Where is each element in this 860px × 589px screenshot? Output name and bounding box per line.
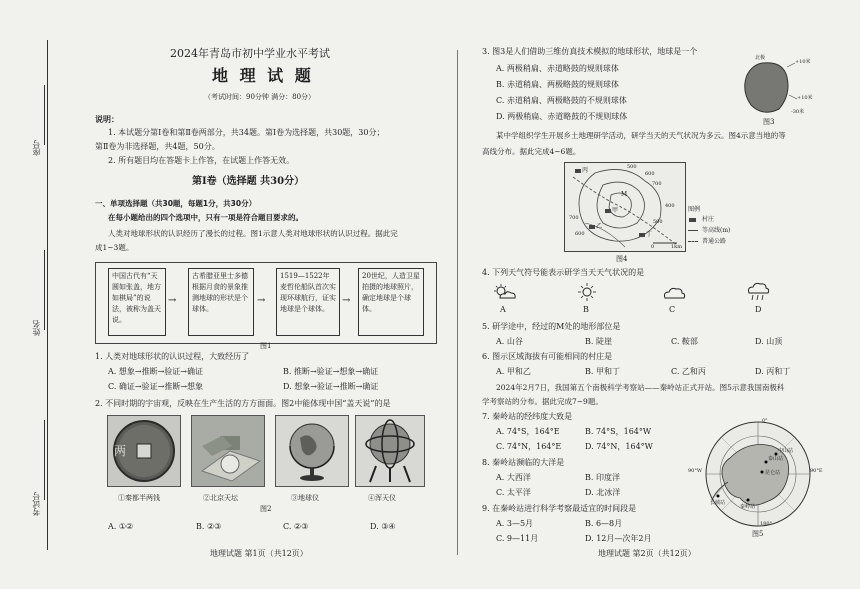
photo-coin <box>107 415 181 487</box>
fig3-label-3: -30米 <box>791 109 805 115</box>
q6-option-b[interactable]: B. 甲和丁 <box>585 367 620 376</box>
figure-4 <box>564 162 686 252</box>
subject-title: 地 理 试 题 <box>212 66 314 85</box>
fig5-label-zhongshan: 中山站 <box>778 448 794 454</box>
q6-option-c[interactable]: C. 乙和丙 <box>671 367 706 376</box>
figure-5 <box>688 418 828 530</box>
q9-option-c[interactable]: C. 9—11月 <box>496 534 539 543</box>
photo-temple <box>191 415 265 487</box>
seat-label: 座号 <box>32 140 41 156</box>
exam-number-underline <box>44 420 45 500</box>
q8-stem: 8. 秦岭站濒临的大洋是 <box>482 458 565 467</box>
q7-option-c[interactable]: C. 74°N，164°E <box>496 442 562 451</box>
q8-option-c[interactable]: C. 太平洋 <box>496 488 531 497</box>
legend-village-icon <box>689 218 696 222</box>
exam-time-note: （考试时间：90分钟 满分：80分） <box>204 93 316 101</box>
q4-label-d: D <box>755 305 762 314</box>
q9-option-a[interactable]: A. 3—5月 <box>496 519 534 528</box>
exam-number-label: 考试号 <box>32 492 41 516</box>
fig1-arrow-1: → <box>168 295 177 306</box>
weather-sunny-icon[interactable] <box>578 283 596 305</box>
geoid-image <box>735 55 815 130</box>
fig5-label-taishan: 泰山站 <box>768 456 784 462</box>
q2-stem: 2. 不同时期的宇宙观，反映在生产生活的方方面面。图2中能体现中国“盖天说”的是 <box>95 399 391 408</box>
q1-option-a[interactable]: A. 想象→推断→验证→确证 <box>108 367 203 376</box>
fig5-label-180: 180° <box>760 521 773 527</box>
fig4-label-m: M <box>621 191 628 198</box>
q4-stem: 4. 下列天气符号能表示研学当天天气状况的是 <box>482 268 645 277</box>
legend-contour-icon <box>688 230 698 231</box>
figure-3 <box>735 55 815 130</box>
q8-option-d[interactable]: D. 北冰洋 <box>585 488 621 497</box>
fig4-caption: 图4 <box>616 255 628 263</box>
fig4-scale-1km: 1km <box>671 244 682 250</box>
fig4-label-yi: 乙 <box>596 223 603 230</box>
q3-option-c[interactable]: C. 赤道稍扁、两极略鼓的不规则球体 <box>496 96 627 105</box>
q3-option-a[interactable]: A. 两极稍扁、赤道略鼓的规则球体 <box>496 64 619 73</box>
q5-option-d[interactable]: D. 山顶 <box>755 337 783 346</box>
weather-partly-cloudy-icon[interactable] <box>492 284 518 304</box>
fig1-caption: 图1 <box>260 342 272 350</box>
binding-line <box>47 40 48 550</box>
fig4-label-bing: 丙 <box>582 167 589 174</box>
fig4-scale-0: 0 <box>651 244 655 250</box>
section-title: 第Ⅰ卷（选择题 共30分） <box>192 176 305 187</box>
fig1-box-4: 20世纪，人造卫星拍摄的地球照片，确定地球是个球体。 <box>358 268 424 336</box>
fig5-label-kunlun: 昆仑站 <box>765 470 781 476</box>
q1-option-d[interactable]: D. 想象→验证→推断→确证 <box>283 382 379 391</box>
seat-underline <box>44 85 45 145</box>
fig3-caption: 图3 <box>763 118 775 126</box>
exam-title: 2024年青岛市初中学业水平考试 <box>170 47 330 60</box>
q7-stem: 7. 秦岭站的经纬度大致是 <box>482 412 573 421</box>
page-divider <box>457 50 458 555</box>
fig5-label-changcheng: 长城站 <box>710 500 726 506</box>
q8-option-a[interactable]: A. 大西洋 <box>496 473 531 482</box>
q7-option-a[interactable]: A. 74°S，164°E <box>496 427 560 436</box>
q6-stem: 6. 图示区域海拔有可能相同的村庄是 <box>482 352 613 361</box>
q4-label-a: A <box>500 305 506 314</box>
q1-option-c[interactable]: C. 确证→验证→推断→想象 <box>108 382 204 391</box>
weather-rain-icon[interactable] <box>746 282 770 306</box>
fig3-label-north: 北极 <box>755 55 766 61</box>
q4-label-c: C <box>669 305 676 314</box>
q1-stem: 1. 人类对地球形状的认识过程，大致经历了 <box>95 352 250 361</box>
q6-option-a[interactable]: A. 甲和乙 <box>496 367 531 376</box>
fig2-caption: 图2 <box>260 505 272 513</box>
photo-caption-1: ①秦都半两钱 <box>118 494 160 502</box>
photo-caption-2: ②北京天坛 <box>203 494 238 502</box>
fig5-label-qinling: 秦岭站 <box>740 504 756 510</box>
q3-stem: 3. 图3是人们借助三维仿真技术模拟的地球形状，地球是一个 <box>482 47 698 56</box>
q7-option-b[interactable]: B. 74°S，164°W <box>585 427 652 436</box>
fig4-legend <box>688 206 758 251</box>
fig1-box-1: 中国古代有“天圆如张盖，地方如棋局”的说法，被称为盖天说。 <box>108 268 166 336</box>
fig3-label-2: +10米 <box>797 95 813 101</box>
armillary-image <box>356 416 424 486</box>
fig1-box-2: 古希腊亚里士多德根据月食的景象推测地球的形状是个球体。 <box>188 268 254 336</box>
q2-option-a[interactable]: A. ①② <box>108 522 134 531</box>
fig5-label-0: 0° <box>762 418 768 424</box>
antarctic-line-1: 2024年2月7日，我国第五个南极科学考察站——秦岭站正式开站。图5示意我国南极科 <box>496 383 785 392</box>
fig4-label-600a: 600 <box>645 171 655 177</box>
footer-left: 地理试题 第1页（共12页） <box>210 549 308 558</box>
name-underline <box>44 250 45 330</box>
instructions-line-2: 第Ⅱ卷为非选择题，共4题，50分。 <box>95 142 220 151</box>
q2-option-b[interactable]: B. ②③ <box>196 522 222 531</box>
q9-stem: 9. 在秦岭站进行科学考察最适宜的时间段是 <box>482 504 637 513</box>
legend-title: 图例 <box>688 206 701 213</box>
q9-option-d[interactable]: D. 12月—次年2月 <box>585 534 652 543</box>
fig4-label-ding: 丁 <box>646 231 653 238</box>
coin-character: 两 <box>114 444 127 458</box>
fig4-label-700a: 700 <box>652 181 662 187</box>
name-label: 姓名 <box>32 320 41 336</box>
fig4-label-jia: 甲 <box>612 207 619 214</box>
weather-cloudy-icon[interactable] <box>662 285 686 304</box>
q3-option-b[interactable]: B. 赤道稍扁、两极略鼓的规则球体 <box>496 80 619 89</box>
q5-option-a[interactable]: A. 山谷 <box>496 337 523 346</box>
temple-image <box>192 416 264 486</box>
q6-option-d[interactable]: D. 丙和丁 <box>755 367 791 376</box>
q5-option-b[interactable]: B. 陡崖 <box>585 337 612 346</box>
q5-stem: 5. 研学途中，经过的M处的地形部位是 <box>482 322 621 331</box>
q3-option-d[interactable]: D. 两极稍扁、赤道略鼓的不规则球体 <box>496 112 628 121</box>
fig5-caption: 图5 <box>752 530 764 538</box>
instructions-line-1: 1. 本试题分第Ⅰ卷和第Ⅱ卷两部分，共34题。第Ⅰ卷为选择题，共30题，30分； <box>108 128 385 137</box>
footer-right: 地理试题 第2页（共12页） <box>598 549 696 558</box>
q1-option-b[interactable]: B. 推断→验证→想象→确证 <box>283 367 379 376</box>
fig5-label-90e: 90°E <box>810 468 823 474</box>
fig4-label-600b: 600 <box>575 231 585 237</box>
q7-option-d[interactable]: D. 74°N，164°W <box>585 442 653 451</box>
legend-contour: 等高线(m) <box>702 227 731 234</box>
part-note: 在每小题给出的四个选项中，只有一项是符合题目要求的。 <box>108 213 303 222</box>
intro-line-2: 成1~3题。 <box>95 243 134 252</box>
q9-option-b[interactable]: B. 6—8月 <box>585 519 623 528</box>
fig5-label-90w: 90°W <box>688 468 703 474</box>
q2-option-d[interactable]: D. ③④ <box>370 522 396 531</box>
legend-road: 普通公路 <box>702 238 727 245</box>
photo-armillary <box>355 415 425 487</box>
antarctica-map <box>688 418 828 530</box>
globe-image <box>276 416 348 486</box>
fig4-label-700b: 700 <box>569 215 579 221</box>
q5-option-c[interactable]: C. 鞍部 <box>671 337 698 346</box>
fig1-arrow-3: → <box>342 295 351 306</box>
fig1-box-3: 1519—1522年麦哲伦船队首次实现环球航行，证实地球是个球体。 <box>276 268 340 336</box>
q2-option-c[interactable]: C. ②③ <box>283 522 309 531</box>
q8-option-b[interactable]: B. 印度洋 <box>585 473 620 482</box>
study-line-1: 某中学组织学生开展乡土地理研学活动，研学当天的天气状况为多云。图4示意当地的等 <box>496 131 786 140</box>
legend-road-icon <box>688 241 698 242</box>
part-heading: 一、单项选择题（共30题，每题1分，共30分） <box>95 199 257 208</box>
instructions-line-3: 2. 所有题目均在答题卡上作答，在试题上作答无效。 <box>108 156 295 165</box>
legend-village: 村庄 <box>702 216 715 223</box>
photo-globe <box>275 415 349 487</box>
photo-caption-3: ③地球仪 <box>291 494 319 502</box>
photo-caption-4: ④浑天仪 <box>368 494 396 502</box>
instructions-heading: 说明： <box>95 114 119 124</box>
fig4-label-500a: 500 <box>627 164 637 170</box>
fig1-arrow-2: → <box>257 295 266 306</box>
intro-line-1: 人类对地球形状的认识经历了漫长的过程。图1示意人类对地球形状的认识过程。据此完 <box>108 229 398 238</box>
study-line-2: 高线分布。据此完成4~6题。 <box>482 147 581 156</box>
fig4-label-400: 400 <box>665 203 675 209</box>
antarctic-line-2: 学考察站的分布。据此完成7~9题。 <box>482 397 603 406</box>
q4-label-b: B <box>583 305 589 314</box>
fig4-label-500b: 500 <box>653 219 663 225</box>
fig3-label-1: +10米 <box>795 59 811 65</box>
